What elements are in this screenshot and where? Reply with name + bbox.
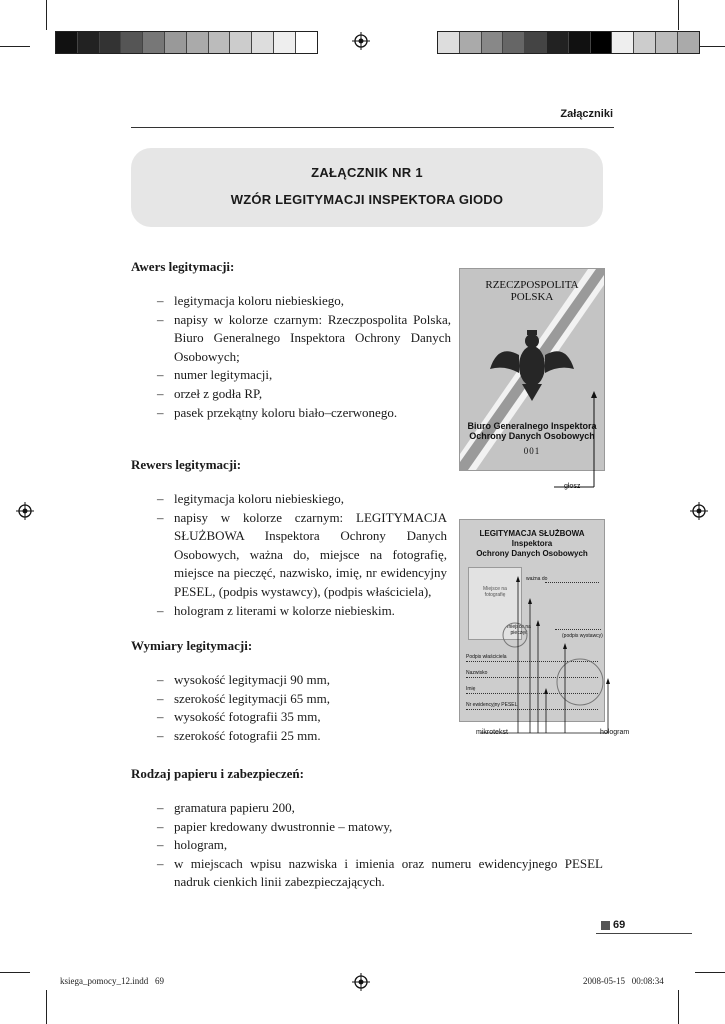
callout-label: głosz — [564, 483, 581, 490]
card-office-line1: Biuro Generalnego Inspektora — [467, 421, 597, 431]
color-swatch — [78, 32, 100, 53]
section-heading: Rodzaj papieru i zabezpieczeń: — [131, 766, 304, 781]
section-heading: Rewers legitymacji: — [131, 457, 242, 472]
color-strip-right — [437, 31, 700, 54]
section-heading: Wymiary legitymacji: — [131, 638, 253, 653]
color-swatch — [612, 32, 634, 53]
stamp-label: miejsce na pieczęć — [507, 624, 531, 636]
list-item: – w miejscach wpisu nazwiska i imienia oraz numeru ewidencyjnego PESEL nadruk cienkich linii zabezpieczających. — [131, 855, 603, 892]
page-number-marker — [601, 921, 610, 930]
list-item: – legitymacja koloru niebieskiego, — [131, 490, 447, 509]
photo-placeholder-text: Miejsce na fotografię — [483, 586, 507, 598]
color-swatch — [165, 32, 187, 53]
card-country-line2: POLSKA — [510, 291, 554, 303]
owner-signature-label: Podpis właściciela — [466, 654, 507, 660]
card-country-line1: RZECZPOSPOLITA — [485, 279, 579, 291]
color-swatch — [100, 32, 122, 53]
bullet-list — [131, 490, 447, 620]
bullet-list — [131, 799, 603, 892]
color-swatch — [678, 32, 699, 53]
color-swatch — [230, 32, 252, 53]
bullet-list — [131, 292, 451, 422]
color-swatch — [187, 32, 209, 53]
list-item: – gramatura papieru 200, — [131, 799, 603, 818]
hologram-callout-label: hologram — [600, 729, 630, 736]
color-swatch — [503, 32, 525, 53]
list-item: – hologram, — [131, 836, 603, 855]
list-item: – szerokość legitymacji 65 mm, — [131, 690, 451, 709]
section-heading: Awers legitymacji: — [131, 259, 235, 274]
list-item: – hologram z literami w kolorze niebieskim. — [131, 602, 447, 621]
color-swatch — [252, 32, 274, 53]
first-name-label: Imię — [466, 686, 476, 692]
card-back-title-line1: LEGITYMACJA SŁUŻBOWA — [479, 529, 585, 538]
color-swatch — [438, 32, 460, 53]
list-item: – wysokość fotografii 35 mm, — [131, 708, 451, 727]
valid-until-label: ważna do — [526, 576, 548, 582]
list-item: – pasek przekątny koloru biało–czerwonego. — [131, 404, 451, 423]
file-slug: ksiega_pomocy_12.indd 69 — [60, 976, 164, 986]
list-item: – papier kredowany dwustronnie – matowy, — [131, 818, 603, 837]
running-header: Załączniki — [560, 108, 613, 120]
color-swatch — [209, 32, 231, 53]
callout-arrows — [470, 570, 630, 740]
issuer-signature-label: (podpis wystawcy) — [562, 633, 603, 639]
color-swatch — [569, 32, 591, 53]
list-item: – orzeł z godła RP, — [131, 385, 451, 404]
color-swatch — [143, 32, 165, 53]
card-back-title-line2: Inspektora — [511, 539, 553, 548]
list-item: – numer legitymacji, — [131, 366, 451, 385]
list-item: – napisy w kolorze czarnym: Rzeczpospolita Polska, Biuro Generalnego Inspektora Ochrony Danych Osobowych; — [131, 311, 451, 367]
color-swatch — [56, 32, 78, 53]
color-swatch — [591, 32, 613, 53]
bullet-list — [131, 671, 451, 745]
color-swatch — [482, 32, 504, 53]
registration-mark-icon — [352, 973, 370, 991]
timestamp-slug: 2008-05-15 00:08:34 — [583, 976, 664, 986]
registration-mark-icon — [16, 502, 34, 520]
list-item: – legitymacja koloru niebieskiego, — [131, 292, 451, 311]
appendix-number: ZAŁĄCZNIK NR 1 — [311, 165, 423, 180]
microtext-callout-label: mikrotekst — [476, 729, 508, 736]
header-rule — [131, 127, 614, 128]
color-swatch — [634, 32, 656, 53]
color-swatch — [547, 32, 569, 53]
color-strip-left — [55, 31, 318, 54]
color-swatch — [525, 32, 547, 53]
color-swatch — [656, 32, 678, 53]
title-box — [131, 148, 603, 227]
color-swatch — [274, 32, 296, 53]
color-swatch — [121, 32, 143, 53]
surname-label: Nazwisko — [466, 670, 488, 676]
card-number: 001 — [523, 446, 541, 456]
card-back-title-line3: Ochrony Danych Osobowych — [476, 549, 588, 558]
list-item: – napisy w kolorze czarnym: LEGITYMACJA SŁUŻBOWA Inspektora Ochrony Danych Osobowych, ważna do, miejsce na fotografię, miejsce na pieczęć, nazwisko, imię, nr ewidencyjny PESEL, (podpis wystawcy), (podpis właściciela), — [131, 509, 447, 602]
footer-rule — [596, 933, 692, 934]
appendix-title: WZÓR LEGITYMACJI INSPEKTORA GIODO — [230, 192, 504, 207]
color-swatch — [296, 32, 317, 53]
card-office-line2: Ochrony Danych Osobowych — [469, 431, 595, 441]
registration-mark-icon — [352, 32, 370, 50]
registration-mark-icon — [690, 502, 708, 520]
callout-arrow — [540, 390, 610, 494]
pesel-label: Nr ewidencyjny PESEL — [466, 702, 518, 708]
color-swatch — [460, 32, 482, 53]
list-item: – wysokość legitymacji 90 mm, — [131, 671, 451, 690]
list-item: – szerokość fotografii 25 mm. — [131, 727, 451, 746]
page-number: 69 — [613, 919, 626, 931]
